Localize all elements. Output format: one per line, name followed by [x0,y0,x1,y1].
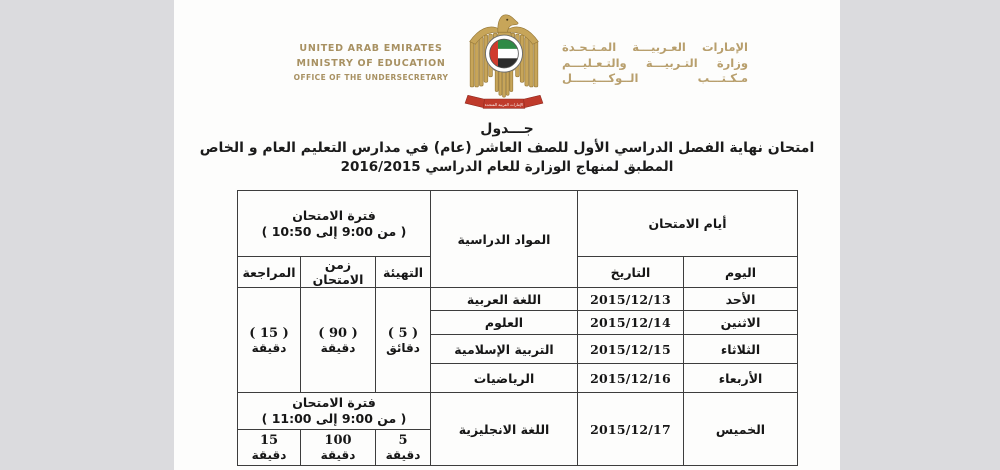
exam-time-value: ( 90 ) [318,325,358,341]
header-preparation: التهيئة [376,257,431,288]
ministry-ar-line2: وزارة التـربيـــة والتـعـليـــم [562,55,748,70]
subject-cell: اللغة العربية [431,288,578,311]
header-exam-days: أيام الامتحان [578,191,798,257]
exam-time-unit: دقيقة [320,340,356,355]
thursday-prep-time-cell [376,430,431,466]
ministry-en-line3: OFFICE OF THE UNDERSECRETARY [293,73,449,82]
date-cell: 2015/12/16 [578,364,684,393]
header-exam-period-thursday [238,393,431,430]
ministry-en-line2: MINISTRY OF EDUCATION [296,57,446,69]
thursday-exam-time-cell [301,430,376,466]
uae-falcon-emblem-icon [457,10,551,112]
prep-time-value: ( 5 ) [387,325,419,341]
thursday-review-time-cell [238,430,301,466]
header-date: التاريخ [578,257,684,288]
day-cell: الاثنين [684,311,798,335]
exam-schedule-table [237,190,798,466]
ministry-ar-line3: مـكـتـــب الــوكـــيـــــل [562,71,748,85]
review-time-unit: دقيقة [251,340,287,355]
document-page [174,0,840,470]
exam-period-range: ( من 9:00 إلى 10:50 ) [261,223,407,239]
title-word-schedule: جـــدول [480,121,534,137]
subject-cell: اللغة الانجليزية [431,393,578,466]
thursday-period-title: فترة الامتحان [292,395,376,410]
date-cell: 2015/12/14 [578,311,684,335]
ministry-name-english [292,42,450,85]
subject-cell: التربية الإسلامية [431,335,578,364]
title-exam-description: امتحان نهاية الفصل الدراسي الأول للصف العاشر (عام) في مدارس التعليم العام و الخاص [199,140,815,156]
subject-cell: الرياضيات [431,364,578,393]
header-exam-period-main [238,191,431,257]
prep-time-cell [376,288,431,393]
ministry-en-line1: UNITED ARAB EMIRATES [299,43,443,54]
thursday-prep-value: 5 [398,433,408,448]
date-cell: 2015/12/13 [578,288,684,311]
thursday-period-range: ( من 9:00 إلى 11:00 ) [261,411,407,426]
review-time-cell [238,288,301,393]
table-row [238,288,798,311]
day-cell: الأحد [684,288,798,311]
ministry-ar-line1: الإمارات العـربيـــة المـتـحـدة [562,40,748,54]
date-cell: 2015/12/17 [578,393,684,466]
day-cell: الثلاثاء [684,335,798,364]
header-day: اليوم [684,257,798,288]
subject-cell: العلوم [431,311,578,335]
prep-time-unit: دقائق [386,340,420,355]
exam-time-cell [301,288,376,393]
thursday-exam-value: 100 [324,433,352,448]
day-cell: الأربعاء [684,364,798,393]
header-subjects: المواد الدراسية [431,191,578,288]
exam-period-title: فترة الامتحان [292,207,376,223]
document-title [174,121,840,177]
day-cell: الخميس [684,393,798,466]
thursday-exam-unit: دقيقة [320,448,356,462]
thursday-review-value: 15 [259,433,279,448]
title-curriculum-year: المطبق لمنهاج الوزارة للعام الدراسي 2016/2015 [340,159,674,175]
ministry-name-arabic [562,40,748,87]
thursday-prep-unit: دقيقة [385,448,421,462]
table-row-thursday [238,393,798,430]
date-cell: 2015/12/15 [578,335,684,364]
header-exam-time: زمن الامتحان [301,257,376,288]
header-review: المراجعة [238,257,301,288]
emblem-banner-text: الإمارات العربية المتحدة [484,101,524,107]
thursday-review-unit: دقيقة [251,448,287,462]
review-time-value: ( 15 ) [249,325,289,341]
